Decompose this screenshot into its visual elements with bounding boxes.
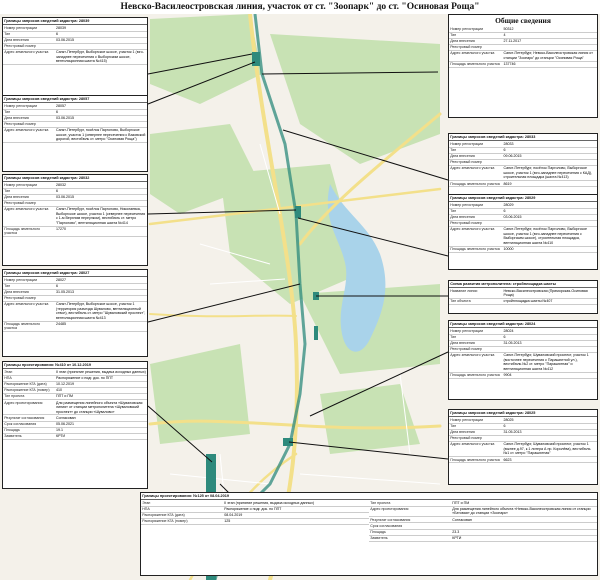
field-label: Дата внесения	[449, 429, 502, 435]
field-row	[3, 50, 147, 65]
field-label: Дата внесения	[449, 153, 502, 159]
field-value: 8619	[502, 181, 597, 187]
field-value: Для размещения линейного объекта «Шуваловская линия» от станции метрополитена «Шуваловский проспект» до станции «Шувалово»	[55, 400, 147, 415]
field-label: Тип	[449, 423, 502, 429]
field-label: Адрес проектирования	[369, 506, 451, 517]
field-value: КРТИ	[55, 433, 147, 439]
card-fields	[449, 288, 597, 305]
field-value: Санкт-Петербург, Выборгское шоссе, участок 1 (юго-западнее пересечения с Выборгским шоссе, вентиляционная шахта №415)	[55, 50, 147, 65]
field-label: Реестровый номер	[3, 43, 55, 49]
field-label: Тип	[449, 334, 502, 340]
field-label: Адрес земельного участка	[449, 166, 502, 181]
field-value: ППТ и ПМ	[451, 500, 597, 506]
field-value: КРТИ	[451, 535, 597, 541]
field-label: Площадь земельного участка	[449, 457, 502, 463]
field-value: 9904	[502, 372, 597, 378]
field-value: 03.06.2015	[502, 214, 597, 220]
field-label: Номер регистрации	[449, 202, 502, 208]
field-label: Реестровый номер	[449, 346, 502, 352]
card-header: Границы запросов сведений кадастра: 28025	[449, 410, 597, 417]
field-row	[3, 128, 147, 143]
field-label: Распоряжение КГА (дата)	[141, 512, 223, 518]
field-label: Результат согласования	[3, 415, 55, 421]
field-value: 23.3	[451, 529, 597, 535]
field-label: Номер регистрации	[449, 141, 502, 147]
field-value: 10.12.2019	[55, 381, 147, 387]
field-value: 28033	[502, 141, 597, 147]
field-label: Площадь земельного участка	[3, 226, 55, 237]
field-row	[449, 288, 597, 298]
card-header: Границы запросов сведений кадастра: 28029	[449, 195, 597, 202]
field-row	[369, 535, 597, 541]
field-value: 125	[223, 518, 369, 524]
card-fields	[449, 202, 597, 252]
card-general-info[interactable]	[448, 14, 598, 118]
field-value: 28032	[55, 182, 147, 188]
field-label: Площадь	[369, 529, 451, 535]
field-label: Заявитель	[3, 433, 55, 439]
field-value: Санкт-Петербург, посёлок Парголово, Выборгское шоссе, участок 1 (севернее пересечения с Вазовской дорогой, вестибюль ст. метро "Осиновая Роща")	[56, 128, 146, 142]
field-row	[449, 166, 597, 181]
field-label: Название линии	[449, 288, 502, 298]
field-label: Реестровый номер	[449, 44, 502, 50]
field-value: Санкт-Петербург, посёлок Парголово, Выборгское шоссе, участок 1 (юго-западнее пересечения с КАД), строительная площадка (шахта №413)	[502, 166, 597, 181]
field-label: Тип	[449, 32, 502, 38]
card-header: Границы запросов сведений кадастра: 28033	[449, 134, 597, 141]
field-row	[449, 61, 597, 67]
field-label: Реестровый номер	[449, 435, 502, 441]
card-cadastre-28039[interactable]	[2, 17, 148, 97]
field-row	[449, 457, 597, 463]
field-label: Адрес земельного участка	[3, 50, 55, 65]
field-value: Согласован	[55, 415, 147, 421]
field-label: Дата внесения	[3, 289, 55, 295]
field-row	[449, 51, 597, 62]
field-label: Тип	[449, 208, 502, 214]
field-value: 28024	[502, 328, 597, 334]
field-value: 28039	[55, 25, 147, 31]
field-label: Площадь земельного участка	[449, 372, 502, 378]
field-label: Площадь земельного участка	[449, 246, 502, 252]
card-fields	[449, 141, 597, 187]
card-metro-scheme[interactable]	[448, 280, 598, 314]
field-row	[3, 400, 147, 415]
field-value: Санкт-Петербург, Выборгское шоссе, участок 1 (территория разъезда Шувалово, вентиляционный ствол), вестибюль ст. метро "Шуваловский проспект", вентиляционная шахта №413	[56, 302, 146, 320]
field-value: 50312	[502, 26, 597, 32]
field-label: Тип проекта	[3, 394, 55, 400]
field-label: Реестровый номер	[3, 295, 55, 301]
field-label: Тип	[3, 109, 55, 115]
field-value: 03.06.2015	[55, 194, 147, 200]
field-label: Заявитель	[369, 535, 451, 541]
field-label: Дата внесения	[449, 340, 502, 346]
field-label: Срок согласования	[3, 421, 55, 427]
card-header: Границы запросов сведений кадастра: 28032	[3, 175, 147, 182]
field-value: 6	[502, 334, 597, 340]
field-value: 05.06.2021	[55, 421, 147, 427]
field-value: 03.06.2015	[55, 115, 147, 121]
field-label: Номер регистрации	[449, 417, 502, 423]
card-header: Границы запросов сведений кадастра: 28024	[449, 321, 597, 328]
field-value: 28029	[502, 202, 597, 208]
card-fields-right	[369, 500, 597, 542]
field-label: Адрес земельного участка	[449, 51, 502, 62]
card-cadastre-28025[interactable]	[448, 409, 598, 485]
field-label: Площадь земельного участка	[3, 321, 55, 332]
field-value: 6	[502, 423, 597, 429]
field-row	[449, 353, 597, 373]
field-label: Адрес проектирования	[3, 400, 55, 415]
field-value: 09.06.2015	[502, 153, 597, 159]
field-value: 410	[55, 387, 147, 393]
field-label: Реестровый номер	[449, 220, 502, 226]
field-label: Результат согласования	[369, 517, 451, 523]
field-row	[449, 372, 597, 378]
field-value: 31.05.2013	[55, 289, 147, 295]
field-row	[449, 246, 597, 252]
field-value: 19.1	[55, 427, 147, 433]
field-label: Тип проекта	[369, 500, 451, 506]
card-fields	[449, 328, 597, 378]
field-value: 17270	[55, 226, 147, 237]
field-label: НПА	[3, 375, 55, 381]
field-label: Площадь	[3, 427, 55, 433]
field-label: Тип объекта	[449, 298, 502, 304]
field-value: стройплощадка шахты №407	[502, 298, 597, 304]
field-value: 24485	[55, 321, 147, 332]
field-label: Дата внесения	[3, 194, 55, 200]
field-label: Реестровый номер	[3, 121, 55, 127]
field-value: II этап (принятие решения, выдача исходных данных)	[56, 369, 146, 374]
field-label: Номер регистрации	[449, 328, 502, 334]
field-label: Реестровый номер	[3, 200, 55, 206]
field-value: Санкт-Петербург, Шуваловский проспект, участок 1 (южнее д.97, к.1 литера А пр. Королёва), вестибюль №1 ст. метро "Парашютная"	[502, 442, 597, 457]
card-cadastre-28027[interactable]	[2, 269, 148, 357]
field-value: Согласован	[451, 517, 597, 523]
field-value: 6	[55, 283, 147, 289]
card-header: Границы проектирования: №125 от 08.04.2019	[141, 493, 597, 500]
field-label: Реестровый номер	[449, 159, 502, 165]
card-fields	[3, 277, 147, 332]
field-label: Распоряжение КГА (номер)	[3, 387, 55, 393]
field-label: Адрес земельного участка	[3, 128, 55, 143]
field-value: 6	[55, 31, 147, 37]
field-label: Адрес земельного участка	[3, 302, 55, 322]
card-header: Границы запросов сведений кадастра: 28027	[3, 270, 147, 277]
card-cadastre-28024[interactable]	[448, 320, 598, 400]
field-value: 28025	[502, 417, 597, 423]
field-label: Адрес земельного участка	[449, 353, 502, 373]
card-header: Границы запросов сведений кадастра: 28057	[3, 96, 147, 103]
field-label: Номер регистрации	[3, 25, 55, 31]
field-row	[449, 227, 597, 247]
field-value: Санкт-Петербург, Невско-Василеостровская линия от станции "Зоопарк" до станции "Осиновая Роща"	[502, 51, 597, 62]
page-title: Невско-Василеостровская линия, участок от ст. "Зоопарк" до ст. "Осиновая Роща"	[120, 2, 480, 12]
card-cadastre-28032[interactable]	[2, 174, 148, 266]
field-row	[3, 321, 147, 332]
field-label: Номер регистрации	[3, 277, 55, 283]
card-fields	[3, 182, 147, 237]
field-value: II этап (принятие решения, выдача исходных данных)	[223, 500, 369, 506]
card-header: Границы запросов сведений кадастра: 28039	[3, 18, 147, 25]
card-fields-left	[141, 500, 369, 525]
field-row	[449, 298, 597, 304]
card-header: Границы проектирования: №410 от 10.12.2019	[3, 362, 147, 369]
field-row	[3, 226, 147, 237]
field-label: Распоряжение КГА (дата)	[3, 381, 55, 387]
field-value: Распоряжение о подг. док. по ППТ	[223, 506, 369, 512]
field-value: 31.05.2013	[502, 340, 597, 346]
card-fields	[3, 25, 147, 65]
field-value: Распоряжение о подг. док. по ППТ	[55, 375, 147, 381]
card-fields	[3, 369, 147, 440]
field-label: Тип	[449, 147, 502, 153]
field-label: Номер регистрации	[3, 182, 55, 188]
field-label: Номер регистрации	[449, 26, 502, 32]
field-label: Дата внесения	[3, 115, 55, 121]
field-value: 10000	[502, 246, 597, 252]
field-value: 27.11.2017	[502, 38, 597, 44]
field-label: Площадь земельного участка	[449, 61, 502, 67]
field-label: Дата внесения	[449, 214, 502, 220]
field-row	[3, 433, 147, 439]
card-header: Схема развития метрополитена: стройплощадка шахты	[449, 281, 597, 288]
field-label: Дата внесения	[3, 37, 55, 43]
field-value: Санкт-Петербург, посёлок Парголово, Выборгское шоссе, участок 1 (юго-западнее пересечения с Выборгским шоссе), строительная площадка, вентиляционная шахта №410	[502, 227, 597, 247]
field-label: Адрес земельного участка	[449, 442, 502, 457]
field-value: 6623	[502, 457, 597, 463]
field-value: Санкт-Петербург, посёлок Парголово, Николаевка, Выборгское шоссе, участок 1 (севернее пересечения с 1-м Верхним переулком), вестибюль ст. метро "Парголово", вентиляционная шахта №414	[56, 207, 146, 225]
field-label: Этап	[141, 500, 223, 506]
field-label: Дата внесения	[449, 38, 502, 44]
field-row	[449, 181, 597, 187]
field-row	[3, 207, 147, 227]
field-value: 6	[502, 147, 597, 153]
field-value: Невско-Василеостровская (Приморская-Осиновая Роща)	[502, 288, 597, 298]
card-header: Общие сведения	[495, 16, 551, 25]
field-label: НПА	[141, 506, 223, 512]
card-fields	[3, 103, 147, 143]
field-label: Срок согласования	[369, 523, 451, 529]
field-label: Адрес земельного участка	[3, 207, 55, 227]
field-label: Площадь земельного участка	[449, 181, 502, 187]
field-label: Адрес земельного участка	[449, 227, 502, 247]
field-value: Для размещения линейного объекта «Невско-Василеостровская линия от станции «Беговая» до станции «Зоопарк»	[451, 506, 597, 517]
field-value: 28027	[55, 277, 147, 283]
field-label: Распоряжение КГА (номер)	[141, 518, 223, 524]
field-value: 4	[502, 32, 597, 38]
field-value: ППТ и ПМ	[55, 394, 147, 400]
field-value: 137746	[502, 61, 597, 67]
field-value: 6	[55, 188, 147, 194]
field-row	[3, 302, 147, 322]
field-value: 6	[502, 208, 597, 214]
field-label: Этап	[3, 369, 55, 375]
field-row	[449, 442, 597, 457]
field-row	[141, 518, 369, 524]
card-planning-125[interactable]	[140, 492, 598, 576]
field-value: 08.04.2019	[223, 512, 369, 518]
field-label: Номер регистрации	[3, 103, 55, 109]
field-label: Тип	[3, 283, 55, 289]
field-value: 28057	[55, 103, 147, 109]
field-value: 03.06.2015	[55, 37, 147, 43]
field-label: Тип	[3, 188, 55, 194]
card-fields	[449, 26, 597, 68]
card-planning-410[interactable]	[2, 361, 148, 489]
card-cadastre-28057[interactable]	[2, 95, 148, 172]
card-cadastre-28029[interactable]	[448, 194, 598, 270]
field-value: 6	[55, 109, 147, 115]
field-row	[369, 506, 597, 517]
field-value: 31.05.2013	[502, 429, 597, 435]
field-value: Санкт-Петербург, Шуваловский проспект, участок 1 (восточнее пересечения с Парашютной ул.), вестибюль №2 ст. метро "Парашютная" и вентиляционная шахта №412	[502, 353, 597, 373]
field-label: Тип	[3, 31, 55, 37]
card-fields	[449, 417, 597, 463]
